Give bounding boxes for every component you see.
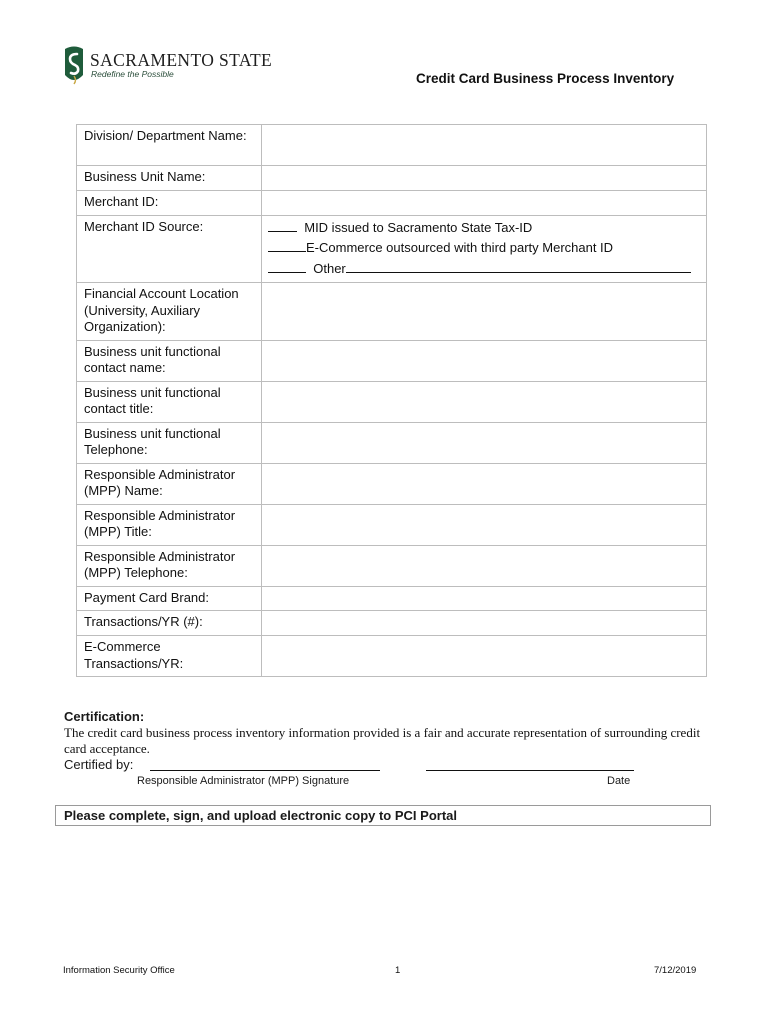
financial-account-location-field[interactable] bbox=[262, 283, 707, 341]
date-caption: Date bbox=[607, 775, 631, 787]
table-row bbox=[77, 166, 707, 191]
administrator-title-field[interactable] bbox=[262, 504, 707, 545]
field-label: Division/ Department Name: bbox=[77, 125, 262, 166]
table-row bbox=[77, 586, 707, 611]
footer-date: 7/12/2019 bbox=[654, 965, 697, 976]
upload-notice: Please complete, sign, and upload electronic copy to PCI Portal bbox=[55, 805, 711, 826]
signature-caption: Responsible Administrator (MPP) Signature bbox=[137, 775, 350, 787]
certified-by-row bbox=[64, 757, 714, 775]
merchant-source-option-ecommerce[interactable]: E-Commerce outsourced with third party Merchant ID bbox=[268, 238, 700, 259]
table-row bbox=[77, 504, 707, 545]
field-label: Transactions/YR (#): bbox=[77, 611, 262, 636]
table-row bbox=[77, 611, 707, 636]
field-label: Payment Card Brand: bbox=[77, 586, 262, 611]
certified-by-label: Certified by: bbox=[64, 757, 134, 772]
field-label: Business unit functional contact name: bbox=[77, 340, 262, 381]
field-label: Responsible Administrator (MPP) Title: bbox=[77, 504, 262, 545]
administrator-name-field[interactable] bbox=[262, 463, 707, 504]
certification-section bbox=[64, 709, 714, 789]
certification-statement: The credit card business process inventory information provided is a fair and accurate representation of surrounding credit card acceptance. bbox=[64, 725, 701, 756]
field-label: Merchant ID: bbox=[77, 191, 262, 216]
administrator-telephone-field[interactable] bbox=[262, 545, 707, 586]
field-label: Business unit functional contact title: bbox=[77, 381, 262, 422]
table-row bbox=[77, 283, 707, 341]
functional-contact-name-field[interactable] bbox=[262, 340, 707, 381]
signature-line[interactable] bbox=[150, 770, 380, 771]
table-row bbox=[77, 422, 707, 463]
field-label: Financial Account Location (University, Auxiliary Organization): bbox=[77, 283, 262, 341]
merchant-id-field[interactable] bbox=[262, 191, 707, 216]
footer-page-number: 1 bbox=[395, 965, 401, 976]
table-row bbox=[77, 191, 707, 216]
merchant-source-option-tax-id[interactable]: MID issued to Sacramento State Tax-ID bbox=[268, 218, 700, 239]
functional-telephone-field[interactable] bbox=[262, 422, 707, 463]
field-label: Business Unit Name: bbox=[77, 166, 262, 191]
payment-card-brand-field[interactable] bbox=[262, 586, 707, 611]
business-unit-name-field[interactable] bbox=[262, 166, 707, 191]
table-row bbox=[77, 545, 707, 586]
date-line[interactable] bbox=[426, 770, 634, 771]
merchant-source-option-other[interactable]: Other bbox=[268, 259, 700, 280]
functional-contact-title-field[interactable] bbox=[262, 381, 707, 422]
ecommerce-transactions-field[interactable] bbox=[262, 636, 707, 677]
table-row bbox=[77, 381, 707, 422]
field-label: Responsible Administrator (MPP) Telephone: bbox=[77, 545, 262, 586]
logo-tagline: Redefine the Possible bbox=[91, 68, 174, 79]
merchant-id-source-options bbox=[262, 215, 707, 283]
footer-office: Information Security Office bbox=[63, 965, 175, 976]
table-row bbox=[77, 215, 707, 283]
sacramento-state-logo bbox=[63, 44, 272, 86]
certification-heading: Certification: bbox=[64, 709, 145, 724]
field-label: Responsible Administrator (MPP) Name: bbox=[77, 463, 262, 504]
table-row bbox=[77, 340, 707, 381]
field-label: Business unit functional Telephone: bbox=[77, 422, 262, 463]
field-label: E-Commerce Transactions/YR: bbox=[77, 636, 262, 677]
inventory-form-table bbox=[76, 124, 707, 677]
division-department-field[interactable] bbox=[262, 125, 707, 166]
sac-state-s-leaf-icon bbox=[63, 45, 85, 85]
field-label: Merchant ID Source: bbox=[77, 215, 262, 283]
document-title: Credit Card Business Process Inventory bbox=[416, 71, 675, 86]
transactions-per-year-field[interactable] bbox=[262, 611, 707, 636]
table-row bbox=[77, 463, 707, 504]
table-row bbox=[77, 636, 707, 677]
logo-wordmark: SACRAMENTO STATE bbox=[90, 49, 273, 70]
signature-captions bbox=[64, 775, 714, 789]
table-row bbox=[77, 125, 707, 166]
